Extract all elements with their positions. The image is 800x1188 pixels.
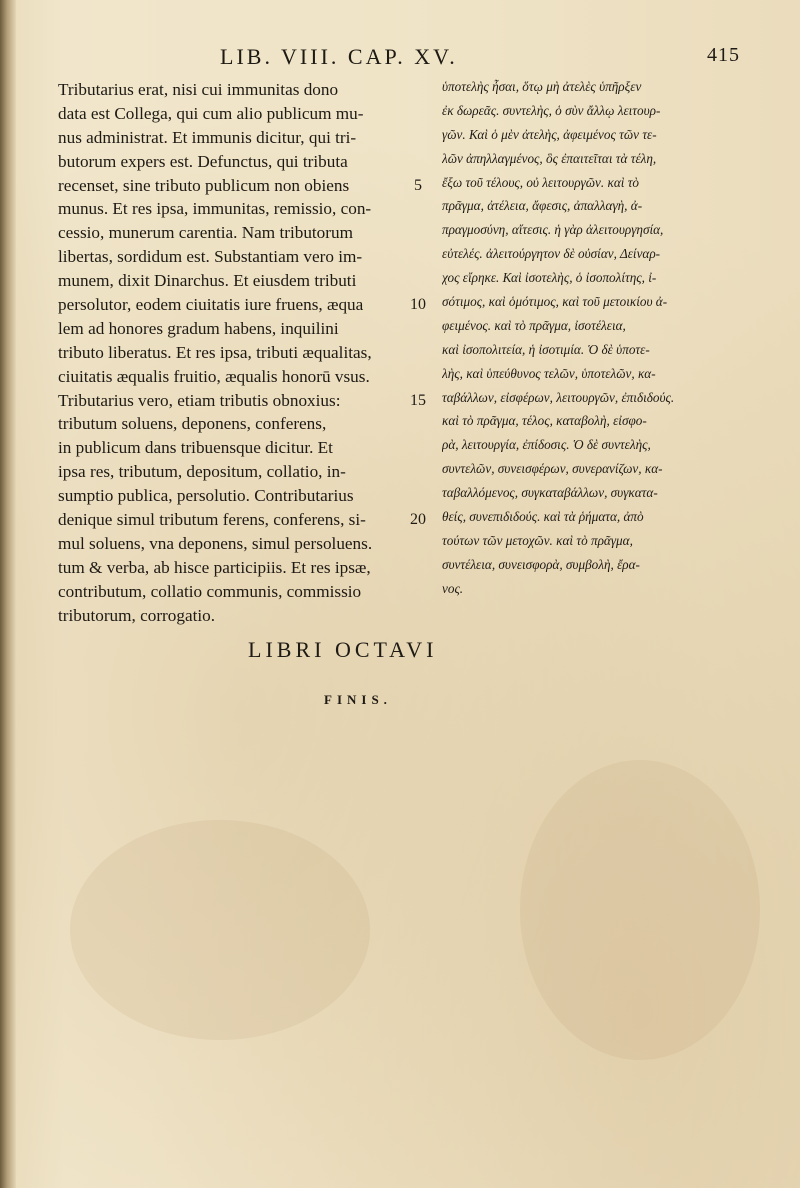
line-number: 15: [410, 391, 426, 409]
latin-line: Tributarius vero, etiam tributis obnoxius:: [58, 390, 341, 410]
latin-line: sumptio publica, persolutio. Contributarius: [58, 486, 354, 506]
greek-line: σότιμος, καὶ ὁμότιμος, καὶ τοῦ μετοικίου ἀ-: [442, 294, 668, 310]
greek-line: χος εἴρηκε. Καὶ ἰσοτελὴς, ὁ ἰσοπολίτης, ἰ-: [442, 270, 657, 286]
paper-stain: [70, 820, 370, 1040]
greek-line: γῶν. Καὶ ὁ μὲν ἀτελὴς, ἀφειμένος τῶν τε-: [442, 126, 657, 142]
latin-line: tributo liberatus. Et res ipsa, tributi æqualitas,: [58, 342, 372, 362]
latin-line: contributum, collatio communis, commissio: [58, 581, 362, 601]
latin-line: tum & verba, ab hisce participiis. Et res ipsæ,: [58, 557, 371, 577]
page-number: 415: [707, 44, 740, 66]
book-gutter: [0, 0, 16, 1188]
latin-line: lem ad honores gradum habens, inquilini: [58, 318, 339, 338]
greek-line: ἐκ δωρεᾶς. συντελὴς, ὁ σὺν ἄλλῳ λειτουρ-: [442, 102, 661, 118]
greek-line: ταβαλλόμενος, συγκαταβάλλων, συγκατα-: [442, 485, 658, 501]
latin-line: libertas, sordidum est. Substantiam vero im-: [58, 247, 363, 267]
latin-line: tributorum, corrogatio.: [58, 605, 216, 625]
greek-line: ρὰ, λειτουργία, ἐπίδοσις. Ὁ δὲ συντελὴς,: [442, 437, 651, 453]
greek-line: καὶ τὸ πρᾶγμα, τέλος, καταβολὴ, εἰσφο-: [442, 413, 647, 429]
page-header: [220, 44, 740, 74]
latin-line: in publicum dans tribuensque dicitur. Et: [58, 438, 333, 458]
latin-line: tributum soluens, deponens, conferens,: [58, 414, 327, 434]
running-title: LIB. VIII. CAP. XV.: [220, 44, 458, 69]
latin-line: munus. Et res ipsa, immunitas, remissio, con-: [58, 199, 372, 219]
latin-line: recenset, sine tributo publicum non obiens: [58, 175, 350, 195]
latin-line: ipsa res, tributum, depositum, collatio, in-: [58, 462, 346, 482]
line-number: 20: [410, 511, 426, 529]
line-number: 5: [414, 176, 422, 194]
latin-line: data est Collega, qui cum alio publicum mu-: [58, 103, 364, 123]
greek-line: φειμένος. καὶ τὸ πρᾶγμα, ἰσοτέλεια,: [442, 317, 626, 333]
greek-line: θείς, συνεπιδιδούς. καὶ τὰ ῥήματα, ἀπὸ: [442, 509, 644, 525]
latin-column: [58, 78, 410, 627]
greek-line: εὐτελές. ἀλειτούργητον δὲ οὐσίαν, Δείναρ-: [442, 246, 661, 262]
greek-line: πρᾶγμα, ἀτέλεια, ἄφεσις, ἀπαλλαγὴ, ἀ-: [442, 198, 643, 214]
paper-stain: [520, 760, 760, 1060]
latin-line: munem, dixit Dinarchus. Et eiusdem tributi: [58, 271, 357, 291]
latin-line: denique simul tributum ferens, conferens, si-: [58, 510, 366, 530]
latin-line: Tributarius erat, nisi cui immunitas dono: [58, 80, 339, 99]
greek-line: ἔξω τοῦ τέλους, οὐ λειτουργῶν. καὶ τὸ: [442, 174, 640, 190]
line-number: 10: [410, 296, 426, 314]
latin-line: cessio, munerum carentia. Nam tributorum: [58, 223, 353, 243]
greek-line: ταβάλλων, εἰσφέρων, λειτουργῶν, ἐπιδιδούς.: [442, 389, 675, 405]
latin-line: nus administrat. Et immunis dicitur, qui tri-: [58, 127, 357, 147]
greek-line: λῶν ἀπηλλαγμένος, ὃς ἐπαιτεῖται τὰ τέλη,: [442, 150, 657, 166]
greek-line: νος.: [442, 580, 464, 596]
greek-line: συντέλεια, συνεισφορὰ, συμβολὴ, ἔρα-: [442, 556, 640, 572]
greek-line: ὑποτελὴς ἦσαι, ὅτῳ μὴ ἀτελὲς ὑπῆρξεν: [442, 79, 642, 94]
greek-column: [442, 75, 742, 601]
latin-line: mul soluens, vna deponens, simul persoluens.: [58, 533, 373, 553]
latin-line: ciuitatis æqualis fruitio, æqualis honorū vsus.: [58, 366, 370, 386]
greek-line: πραγμοσύνη, αἴτεσις. ἡ γὰρ ἀλειτουργησία,: [442, 222, 664, 238]
colophon-title: LIBRI OCTAVI: [248, 637, 438, 662]
latin-line: butorum expers est. Defunctus, qui tributa: [58, 151, 348, 171]
greek-line: συντελῶν, συνεισφέρων, συνερανίζων, κα-: [442, 461, 663, 477]
greek-line: καὶ ἰσοπολιτεία, ἡ ἰσοτιμία. Ὁ δὲ ὑποτε-: [442, 341, 650, 357]
greek-line: λὴς, καὶ ὑπεύθυνος τελῶν, ὑποτελῶν, κα-: [442, 365, 656, 381]
colophon-finis: FINIS.: [324, 692, 392, 707]
greek-line: τούτων τῶν μετοχῶν. καὶ τὸ πρᾶγμα,: [442, 532, 633, 548]
latin-line: persolutor, eodem ciuitatis iure fruens, æqua: [58, 295, 364, 315]
